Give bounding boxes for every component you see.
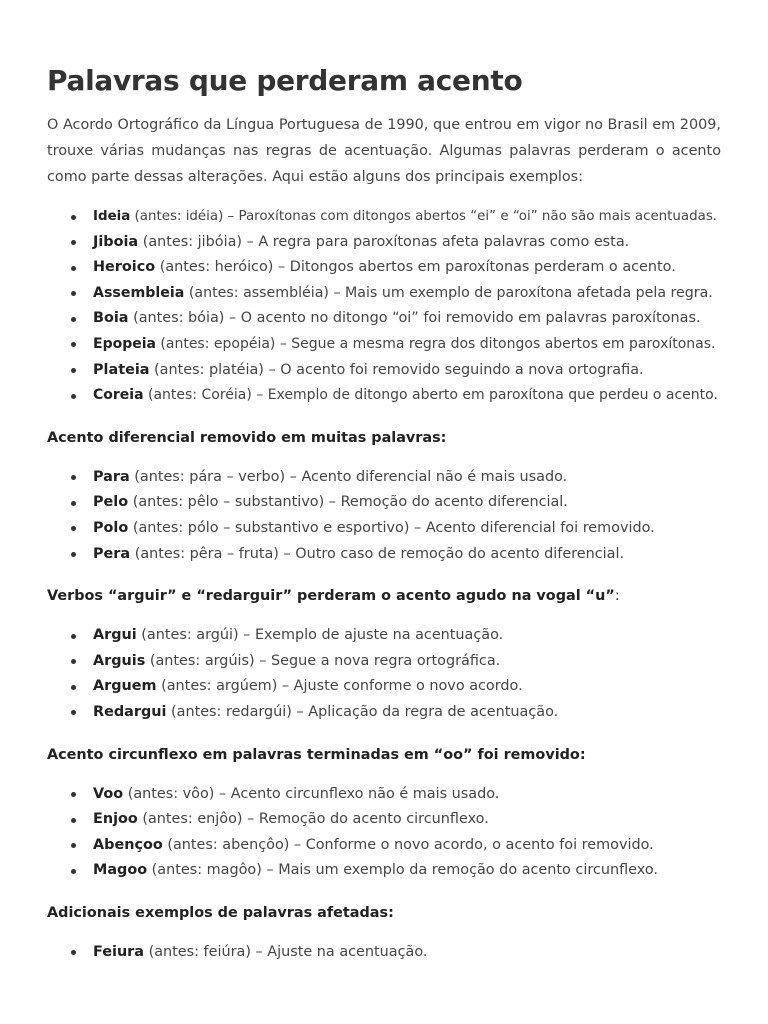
list-item-description: (antes: enjôo) – Remoção do acento circunflexo.: [137, 811, 489, 828]
word-list: [47, 782, 721, 884]
list-item: [93, 306, 721, 332]
list-item: [93, 281, 721, 307]
section-heading: [47, 900, 721, 926]
list-item-description: (antes: jibóia) – A regra para paroxítonas afeta palavras como esta.: [138, 233, 630, 250]
list-item: [93, 674, 721, 700]
list-item-description: (antes: pêlo – substantivo) – Remoção do acento diferencial.: [128, 494, 568, 511]
list-item-word: Assembleia: [93, 284, 185, 301]
list-item-word: Boia: [93, 310, 129, 327]
list-item-description: (antes: argúi) – Exemplo de ajuste na acentuação.: [136, 627, 504, 644]
list-item-description: (antes: heróico) – Ditongos abertos em paroxítonas perderam o acento.: [155, 259, 676, 276]
list-item-word: Abençoo: [93, 836, 163, 853]
section-heading-tail: :: [614, 588, 620, 605]
list-item: [93, 807, 721, 833]
list-item-word: Arguem: [93, 678, 157, 695]
list-item-word: Plateia: [93, 361, 150, 378]
list-item: [93, 358, 721, 384]
section-heading: [47, 583, 721, 609]
word-list: [47, 623, 721, 725]
section-heading: [47, 425, 721, 451]
list-item-description: (antes: assembléia) – Mais um exemplo de paroxítona afetada pela regra.: [184, 284, 713, 301]
list-item: [93, 940, 721, 966]
word-list: [47, 465, 721, 567]
list-item: [93, 204, 721, 230]
list-item-description: (antes: pára – verbo) – Acento diferencial não é mais usado.: [129, 468, 568, 485]
page-title: Palavras que perderam acento: [47, 64, 523, 97]
list-item: [93, 858, 721, 884]
list-item: [93, 649, 721, 675]
section-heading-text: Adicionais exemplos de palavras afetadas:: [47, 904, 394, 921]
list-item-description: (antes: abençôo) – Conforme o novo acordo, o acento foi removido.: [162, 836, 654, 853]
list-item-word: Feiura: [93, 943, 144, 960]
list-item: [93, 623, 721, 649]
list-item-description: (antes: idéia) – Paroxítonas com ditongos abertos “ei” e “oi” não são mais acentuadas.: [130, 209, 718, 224]
section-heading-text: Acento circunflexo em palavras terminadas em “oo” foi removido:: [47, 746, 586, 763]
list-item-word: Pelo: [93, 494, 129, 511]
list-item-word: Arguis: [93, 652, 146, 669]
list-item-word: Argui: [93, 627, 137, 644]
list-item-description: (antes: argúis) – Segue a nova regra ortográfica.: [145, 652, 501, 669]
list-item-description: (antes: redargúi) – Aplicação da regra de acentuação.: [166, 703, 559, 720]
list-item-description: (antes: argúem) – Ajuste conforme o novo acordo.: [156, 678, 523, 695]
list-item-word: Ideia: [93, 209, 131, 224]
list-item-description: (antes: bóia) – O acento no ditongo “oi” foi removido em palavras paroxítonas.: [128, 310, 701, 327]
section-heading-text: Acento diferencial removido em muitas palavras:: [47, 429, 447, 446]
list-item-word: Jiboia: [93, 233, 139, 250]
list-item: [93, 516, 721, 542]
list-item-word: Pera: [93, 545, 131, 562]
list-item-word: Coreia: [93, 387, 144, 404]
list-item-description: (antes: platéia) – O acento foi removido seguindo a nova ortografia.: [149, 361, 644, 378]
list-item: [93, 332, 721, 358]
list-item: [93, 700, 721, 726]
list-item: [93, 782, 721, 808]
list-item-description: (antes: magôo) – Mais um exemplo da remoção do acento circunflexo.: [147, 862, 658, 879]
list-item-description: (antes: vôo) – Acento circunflexo não é mais usado.: [123, 785, 500, 802]
list-item-word: Redargui: [93, 703, 167, 720]
section-heading: [47, 742, 721, 768]
list-item-word: Epopeia: [93, 335, 156, 352]
list-item-word: Polo: [93, 519, 129, 536]
word-list: [47, 204, 721, 409]
list-item-word: Heroico: [93, 259, 156, 276]
list-item: [93, 833, 721, 859]
list-item-description: (antes: feiúra) – Ajuste na acentuação.: [144, 943, 428, 960]
list-item-word: Magoo: [93, 862, 148, 879]
word-list: [47, 940, 721, 966]
list-item-description: (antes: Coréia) – Exemplo de ditongo aberto em paroxítona que perdeu o acento.: [143, 387, 718, 404]
article-body: [47, 204, 721, 965]
list-item-word: Voo: [93, 785, 124, 802]
list-item-word: Para: [93, 468, 130, 485]
list-item: [93, 465, 721, 491]
list-item: [93, 255, 721, 281]
list-item: [93, 542, 721, 568]
list-item-description: (antes: epopéia) – Segue a mesma regra dos ditongos abertos em paroxítonas.: [155, 335, 716, 352]
list-item: [93, 490, 721, 516]
list-item-description: (antes: pólo – substantivo e esportivo) – Acento diferencial foi removido.: [128, 519, 655, 536]
list-item-word: Enjoo: [93, 811, 138, 828]
intro-paragraph: O Acordo Ortográfico da Língua Portuguesa de 1990, que entrou em vigor no Brasil em 2009, trouxe várias mudanças nas regras de acentuação. Algumas palavras perderam o acento como parte dessas alterações. Aqui estão alguns dos principais exemplos:: [47, 117, 721, 185]
list-item: [93, 230, 721, 256]
list-item-description: (antes: pêra – fruta) – Outro caso de remoção do acento diferencial.: [130, 545, 625, 562]
section-heading-text: Verbos “arguir” e “redarguir” perderam o acento agudo na vogal “u”: [47, 588, 615, 605]
list-item: [93, 383, 721, 409]
